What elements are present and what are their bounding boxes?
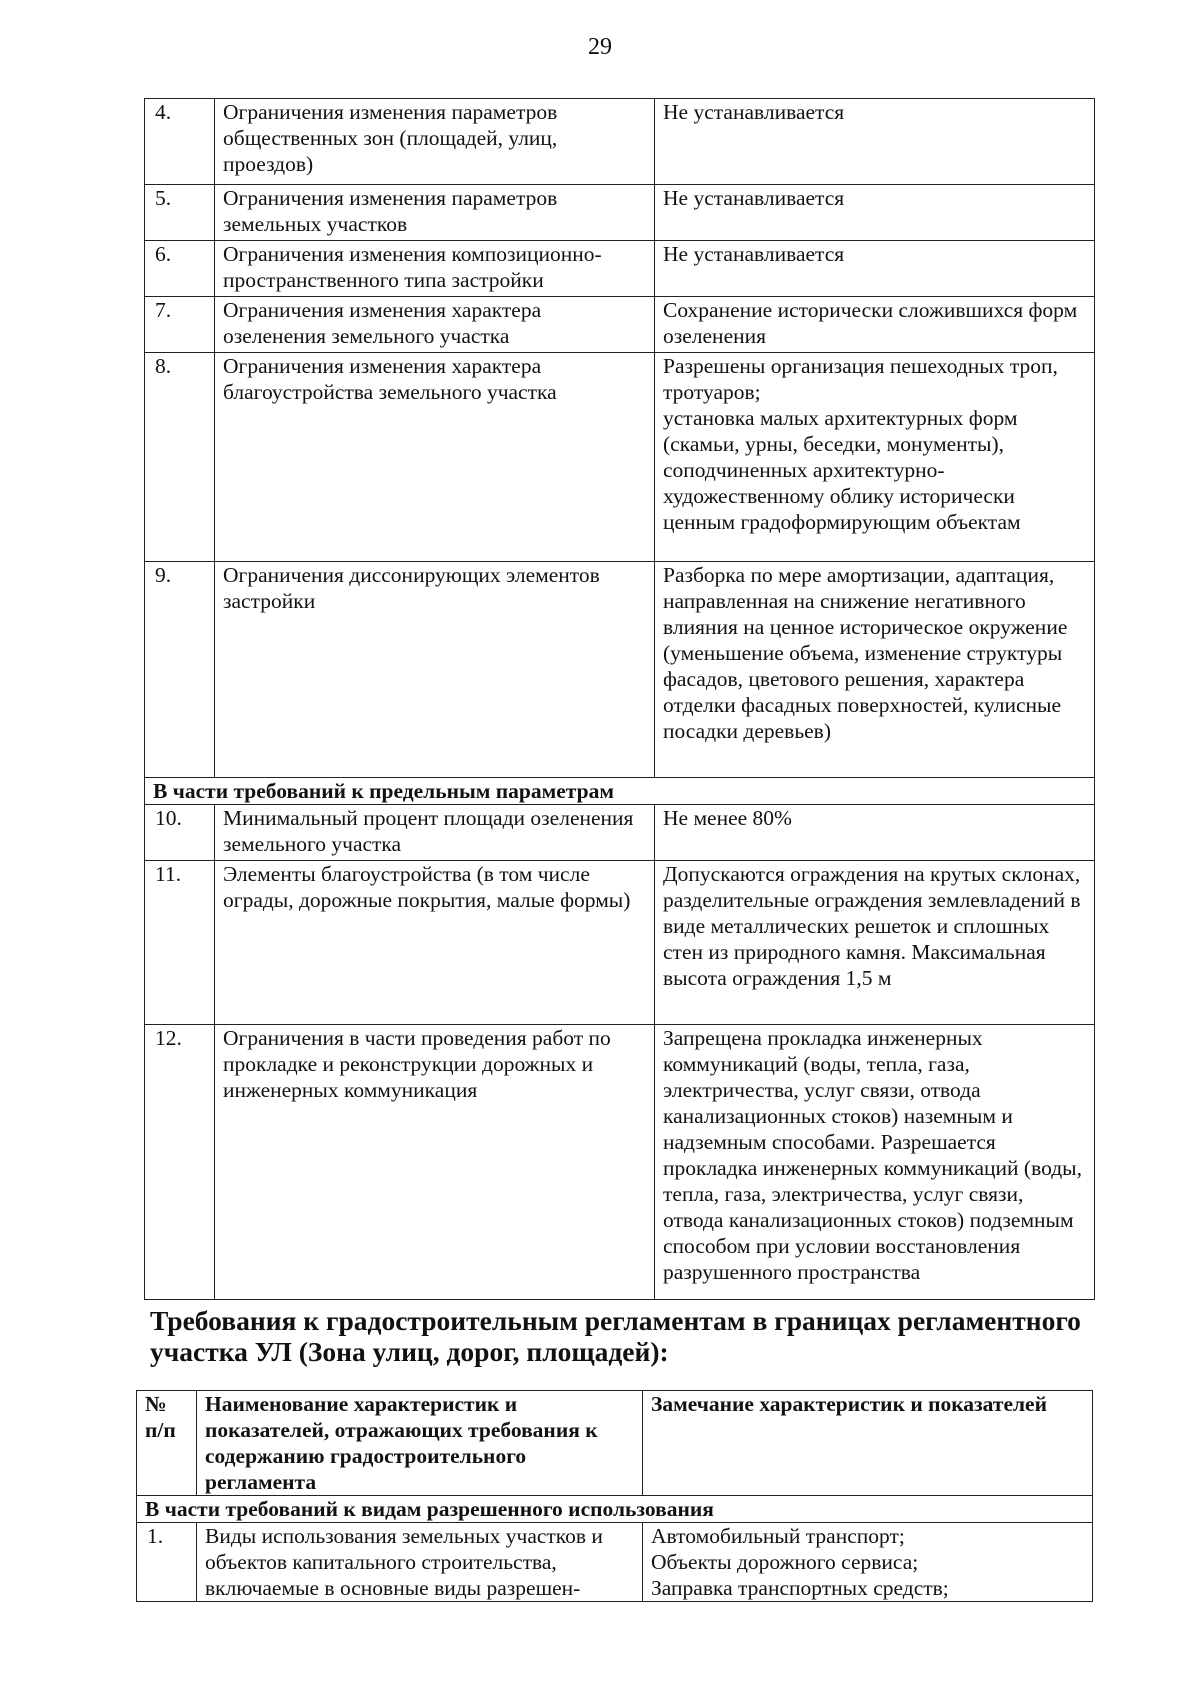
table-row <box>145 185 1095 241</box>
header-value: Замечание характеристик и показателей <box>643 1391 1093 1496</box>
section-title: В части требований к видам разрешенного использования <box>137 1496 1093 1523</box>
row-name: Минимальный процент площади озеленения земельного участка <box>215 805 655 861</box>
row-value-line: Объекты дорожного сервиса; <box>651 1550 919 1574</box>
row-value-line: Заправка транспортных средств; <box>651 1576 949 1600</box>
table-row <box>145 241 1095 297</box>
row-value <box>655 562 1095 778</box>
row-value-line: Сохранение исторически сложившихся форм озеленения <box>663 298 1078 348</box>
row-value-line: Не устанавливается <box>663 100 845 124</box>
row-name: Ограничения изменения характера озеленения земельного участка <box>215 297 655 353</box>
table-row <box>145 562 1095 778</box>
row-number: 6. <box>145 241 215 297</box>
row-number: 8. <box>145 353 215 562</box>
row-value <box>655 297 1095 353</box>
row-number: 1. <box>137 1523 197 1602</box>
section-title: В части требований к предельным параметрам <box>145 778 1095 805</box>
row-value-line: Автомобильный транспорт; <box>651 1524 905 1548</box>
row-name: Элементы благоустройства (в том числе ограды, дорожные покрытия, малые формы) <box>215 861 655 1025</box>
row-number: 11. <box>145 861 215 1025</box>
table-row <box>145 99 1095 185</box>
row-name: Ограничения изменения параметров земельных участков <box>215 185 655 241</box>
row-value <box>655 353 1095 562</box>
zone-requirements-table <box>136 1390 1093 1602</box>
header-row <box>137 1391 1093 1496</box>
row-value-line: Запрещена прокладка инженерных коммуникаций (воды, тепла, газа, электричества, услуг связи, отвода канализационных стоков) наземным и надземным способами. Разрешается прокладка инженерных коммуникаций (воды, тепла, газа, электричества, услуг связи, отвода канализационных стоков) подземным способом при условии восстановления разрушенного пространства <box>663 1026 1082 1284</box>
row-value-line: установка малых архитектурных форм (скамьи, урны, беседки, монументы), соподчиненных архитектурно-художественному облику исторически ценным градоформирующим объектам <box>663 406 1021 534</box>
row-name: Ограничения изменения характера благоустройства земельного участка <box>215 353 655 562</box>
row-value <box>655 1025 1095 1300</box>
row-value <box>655 805 1095 861</box>
row-value <box>655 185 1095 241</box>
section-heading: Требования к градостроительным регламентам в границах регламентного участка УЛ (Зона улиц, дорог, площадей): <box>150 1305 1081 1367</box>
table-row <box>137 1523 1093 1602</box>
row-number: 5. <box>145 185 215 241</box>
row-name: Ограничения изменения композиционно-пространственного типа застройки <box>215 241 655 297</box>
row-number: 10. <box>145 805 215 861</box>
row-number: 7. <box>145 297 215 353</box>
row-value-line: Не менее 80% <box>663 806 792 830</box>
row-value <box>655 241 1095 297</box>
row-value-line: Разборка по мере амортизации, адаптация, направленная на снижение негативного влияния на ценное историческое окружение (уменьшение объема, изменение структуры фасадов, цветового решения, характера отделки фасадных поверхностей, кулисные посадки деревьев) <box>663 563 1068 743</box>
table-row <box>145 297 1095 353</box>
row-number: 9. <box>145 562 215 778</box>
row-name: Виды использования земельных участков и объектов капитального строительства, включаемые в основные виды разрешен- <box>197 1523 643 1602</box>
section-row <box>145 778 1095 805</box>
row-value <box>655 99 1095 185</box>
page-number: 29 <box>588 34 612 60</box>
row-value <box>643 1523 1093 1602</box>
row-value-line: Разрешены организация пешеходных троп, тротуаров; <box>663 354 1058 404</box>
header-num: № п/п <box>137 1391 197 1496</box>
row-name: Ограничения в части проведения работ по прокладке и реконструкции дорожных и инженерных коммуникация <box>215 1025 655 1300</box>
table-row <box>145 1025 1095 1300</box>
table-row <box>145 353 1095 562</box>
table-row <box>145 805 1095 861</box>
restrictions-table <box>144 98 1095 1300</box>
section-row <box>137 1496 1093 1523</box>
row-value-line: Допускаются ограждения на крутых склонах, разделительные ограждения землевладений в виде металлических решеток и сплошных стен из природного камня. Максимальная высота ограждения 1,5 м <box>663 862 1081 990</box>
row-value-line: Не устанавливается <box>663 242 845 266</box>
table-row <box>145 861 1095 1025</box>
row-number: 4. <box>145 99 215 185</box>
header-name: Наименование характеристик и показателей, отражающих требования к содержанию градостроительного регламента <box>197 1391 643 1496</box>
row-number: 12. <box>145 1025 215 1300</box>
row-name: Ограничения диссонирующих элементов застройки <box>215 562 655 778</box>
row-name: Ограничения изменения параметров общественных зон (площадей, улиц, проездов) <box>215 99 655 185</box>
row-value <box>655 861 1095 1025</box>
row-value-line: Не устанавливается <box>663 186 845 210</box>
